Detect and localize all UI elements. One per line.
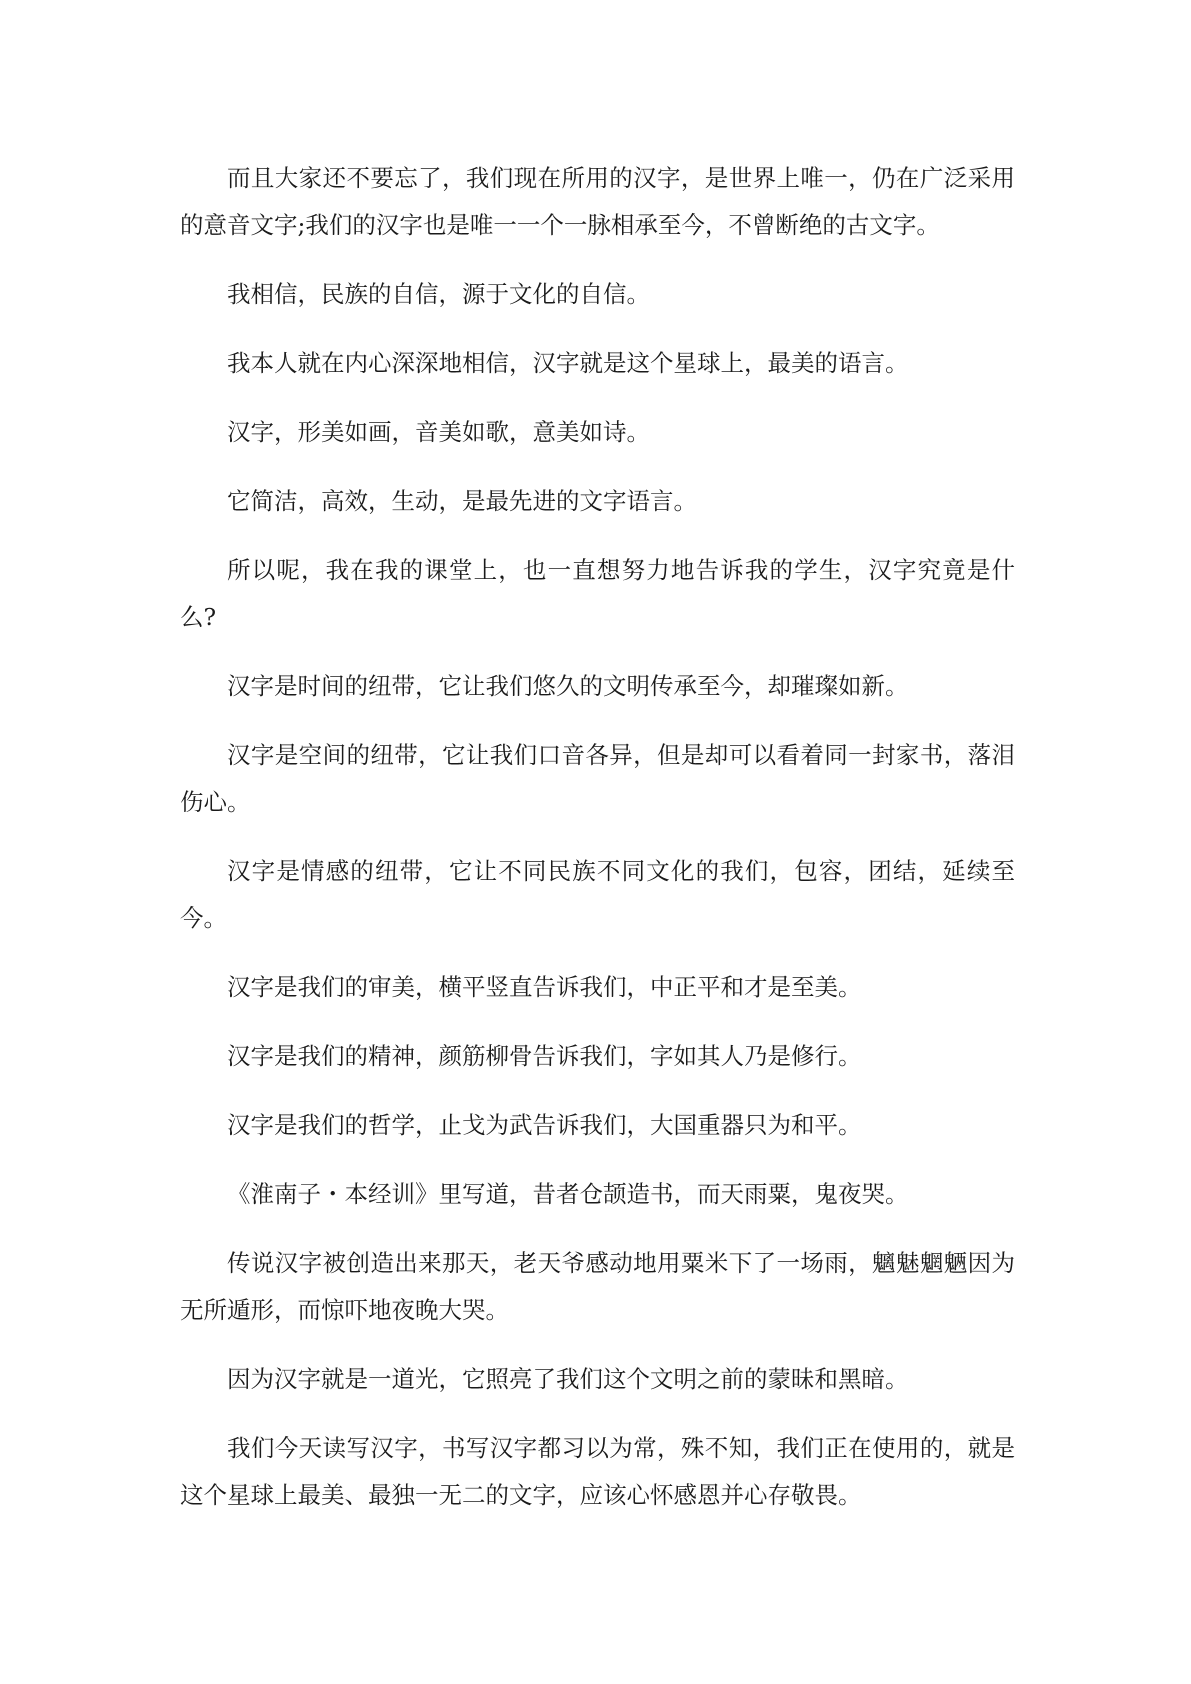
- paragraph: 因为汉字就是一道光，它照亮了我们这个文明之前的蒙昧和黑暗。: [227, 1365, 909, 1393]
- paragraph: 我本人就在内心深深地相信，汉字就是这个星球上，最美的语言。: [227, 349, 909, 377]
- paragraph: 汉字是空间的纽带，它让我们口音各异，但是却可以看着同一封家书，落泪伤心。: [180, 741, 1015, 816]
- document-body: [180, 155, 1015, 1541]
- paragraph: 我们今天读写汉字，书写汉字都习以为常，殊不知，我们正在使用的，就是这个星球上最美、最独一无二的文字，应该心怀感恩并心存敬畏。: [180, 1434, 1015, 1509]
- paragraph: 汉字是情感的纽带，它让不同民族不同文化的我们，包容，团结，延续至今。: [180, 857, 1015, 932]
- paragraph: 汉字，形美如画，音美如歌，意美如诗。: [227, 418, 650, 446]
- paragraph: 《淮南子・本经训》里写道，昔者仓颉造书，而天雨粟，鬼夜哭。: [227, 1180, 909, 1208]
- paragraph: 汉字是我们的审美，横平竖直告诉我们，中正平和才是至美。: [227, 973, 862, 1001]
- paragraph: 我相信，民族的自信，源于文化的自信。: [227, 280, 650, 308]
- paragraph: 传说汉字被创造出来那天，老天爷感动地用粟米下了一场雨，魑魅魍魉因为无所遁形，而惊吓地夜晚大哭。: [180, 1249, 1015, 1324]
- paragraph: 汉字是时间的纽带，它让我们悠久的文明传承至今，却璀璨如新。: [227, 672, 909, 700]
- paragraph: 而且大家还不要忘了，我们现在所用的汉字，是世界上唯一，仍在广泛采用的意音文字;我们的汉字也是唯一一个一脉相承至今，不曾断绝的古文字。: [180, 164, 1015, 239]
- paragraph: 它简洁，高效，生动，是最先进的文字语言。: [227, 487, 697, 515]
- paragraph: 所以呢，我在我的课堂上，也一直想努力地告诉我的学生，汉字究竟是什么?: [180, 556, 1015, 631]
- paragraph: 汉字是我们的哲学，止戈为武告诉我们，大国重器只为和平。: [227, 1111, 862, 1139]
- paragraph: 汉字是我们的精神，颜筋柳骨告诉我们，字如其人乃是修行。: [227, 1042, 862, 1070]
